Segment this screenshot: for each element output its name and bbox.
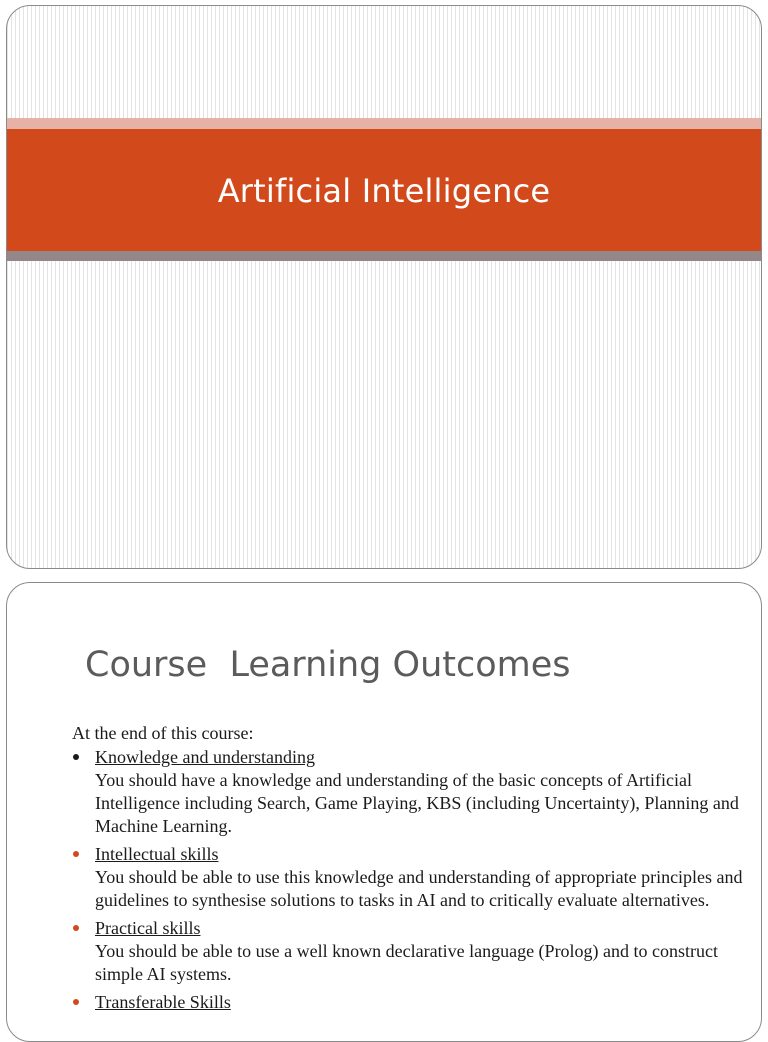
intro-text: At the end of this course: — [72, 723, 254, 743]
list-item — [72, 746, 752, 838]
list-item — [72, 843, 752, 912]
outcome-description: You should have a knowledge and understanding of the basic concepts of Artificial Intelligence including Search, Game Playing, KBS (including Uncertainty), Planning and Machine Learning. — [95, 770, 739, 836]
bullet-icon — [73, 754, 79, 760]
outcome-heading: Transferable Skills — [95, 992, 231, 1012]
outcome-heading: Knowledge and understanding — [95, 747, 315, 767]
learning-outcomes-slide — [6, 582, 762, 1042]
slide-heading: Course Learning Outcomes — [85, 645, 571, 685]
outcome-heading: Intellectual skills — [95, 844, 219, 864]
list-item — [72, 917, 752, 986]
outcome-description: You should be able to use this knowledge and understanding of appropriate principles and guidelines to synthesise solutions to tasks in AI and to critically evaluate alternatives. — [95, 867, 743, 910]
bullet-icon — [73, 925, 79, 931]
outcomes-list — [72, 746, 752, 1019]
title-slide — [6, 5, 762, 569]
list-item — [72, 991, 752, 1014]
title-band-top-stripe — [7, 118, 761, 129]
slide-title: Artificial Intelligence — [217, 172, 551, 210]
outcome-heading: Practical skills — [95, 918, 201, 938]
title-band-bottom-stripe — [7, 251, 761, 261]
bullet-icon — [73, 851, 79, 857]
outcome-description: You should be able to use a well known declarative language (Prolog) and to construct simple AI systems. — [95, 941, 719, 984]
bullet-icon — [73, 999, 79, 1005]
